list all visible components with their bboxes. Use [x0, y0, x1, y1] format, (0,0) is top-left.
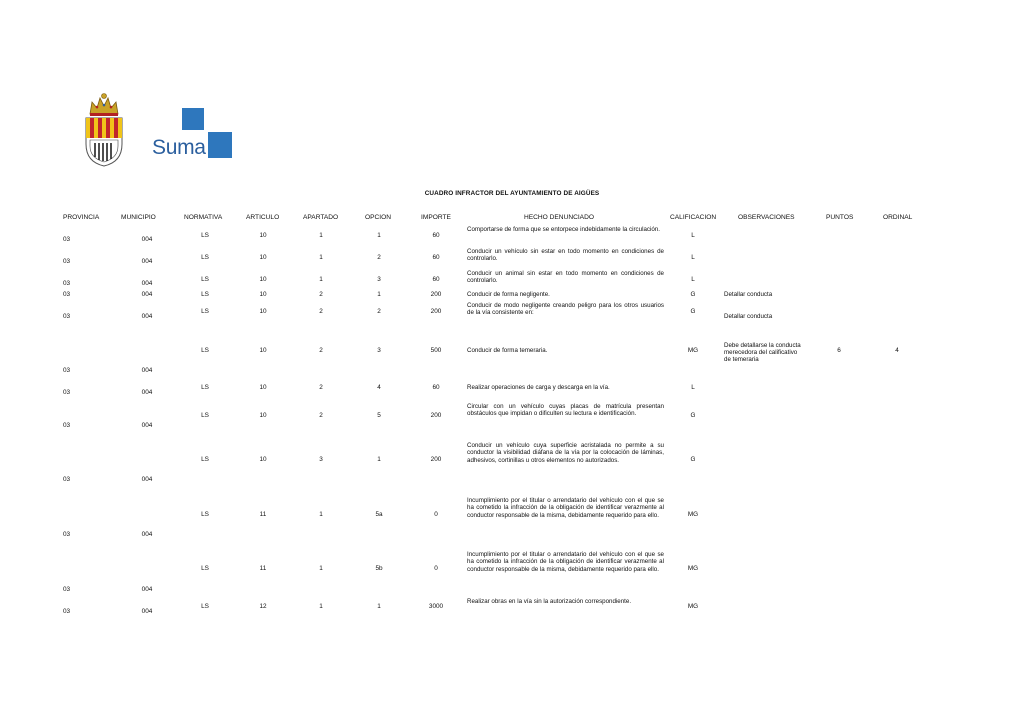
cell-hecho: Incumplimiento por el titular o arrendatario del vehículo con el que se ha cometido la infracción de la obligación de identificar verazmente al conductor responsable de la misma, debidamente requerido para ello.: [467, 551, 664, 573]
cell-importe: 0: [434, 565, 438, 572]
cell-opcion: 5b: [375, 565, 383, 572]
cell-provincia: 03: [63, 476, 71, 483]
cell-importe: 0: [434, 511, 438, 518]
cell-opcion: 1: [377, 232, 381, 239]
cell-municipio: 004: [141, 531, 153, 538]
cell-articulo: 11: [259, 565, 267, 572]
cell-articulo: 12: [259, 603, 267, 610]
header-ordinal: ORDINAL: [883, 214, 913, 221]
cell-normativa: LS: [201, 232, 209, 239]
cell-hecho: Circular con un vehículo cuyas placas de matrícula presentan obstáculos que impidan o dificulten su lectura e identificación.: [467, 403, 664, 418]
header-importe: IMPORTE: [421, 214, 451, 221]
header-hecho: HECHO DENUNCIADO: [524, 214, 594, 221]
cell-municipio: 004: [141, 389, 153, 396]
suma-logo-text: Suma: [152, 136, 206, 159]
header-calificacion: CALIFICACION: [670, 214, 717, 221]
cell-opcion: 5: [377, 412, 381, 419]
cell-normativa: LS: [201, 291, 209, 298]
cell-ordinal: 4: [895, 347, 899, 354]
cell-apartado: 2: [319, 308, 323, 315]
cell-opcion: 3: [377, 347, 381, 354]
cell-importe: 200: [430, 308, 442, 315]
cell-opcion: 1: [377, 291, 381, 298]
cell-calificacion: MG: [687, 565, 699, 572]
cell-articulo: 10: [259, 308, 267, 315]
cell-provincia: 03: [63, 291, 71, 298]
cell-calificacion: G: [690, 291, 696, 298]
cell-hecho: Conducir de modo negligente creando peligro para los otros usuarios de la vía consistente en:: [467, 302, 664, 317]
cell-normativa: LS: [201, 511, 209, 518]
cell-municipio: 004: [141, 313, 153, 320]
cell-municipio: 004: [141, 586, 153, 593]
cell-provincia: 03: [63, 586, 71, 593]
cell-municipio: 004: [141, 367, 153, 374]
cell-opcion: 5a: [375, 511, 383, 518]
cell-provincia: 03: [63, 258, 71, 265]
cell-apartado: 1: [319, 511, 323, 518]
cell-articulo: 10: [259, 412, 267, 419]
cell-articulo: 10: [259, 384, 267, 391]
cell-hecho: Realizar obras en la vía sin la autorización correspondiente.: [467, 598, 632, 605]
cell-calificacion: G: [690, 412, 696, 419]
cell-opcion: 2: [377, 254, 381, 261]
cell-calificacion: L: [691, 232, 695, 239]
cell-calificacion: L: [691, 276, 695, 283]
header-articulo: ARTICULO: [246, 214, 280, 221]
cell-observaciones: Debe detallarse la conducta merecedora del calificativo de temeraria: [724, 342, 801, 364]
cell-opcion: 4: [377, 384, 381, 391]
header-provincia: PROVINCIA: [63, 214, 100, 221]
header-municipio: MUNICIPIO: [121, 214, 156, 221]
header-observaciones: OBSERVACIONES: [738, 214, 795, 221]
cell-hecho: Conducir un vehículo sin estar en todo momento en condiciones de controlarlo.: [467, 248, 664, 263]
cell-hecho: Conducir de forma temeraria.: [467, 347, 548, 354]
cell-calificacion: MG: [687, 603, 699, 610]
cell-calificacion: MG: [687, 511, 699, 518]
cell-apartado: 1: [319, 254, 323, 261]
cell-normativa: LS: [201, 384, 209, 391]
cell-calificacion: L: [691, 384, 695, 391]
cell-articulo: 11: [259, 511, 267, 518]
cell-opcion: 3: [377, 276, 381, 283]
cell-municipio: 004: [141, 291, 153, 298]
cell-importe: 200: [430, 291, 442, 298]
cell-provincia: 03: [63, 367, 71, 374]
cell-municipio: 004: [141, 476, 153, 483]
cell-importe: 200: [430, 412, 442, 419]
cell-hecho: Comportarse de forma que se entorpece indebidamente la circulación.: [467, 226, 660, 233]
cell-normativa: LS: [201, 565, 209, 572]
page-title: CUADRO INFRACTOR DEL AYUNTAMIENTO DE AIGÜES: [424, 190, 600, 197]
cell-normativa: LS: [201, 456, 209, 463]
cell-importe: 3000: [428, 603, 444, 610]
cell-hecho: Realizar operaciones de carga y descarga en la vía.: [467, 384, 610, 391]
cell-provincia: 03: [63, 608, 71, 615]
cell-municipio: 004: [141, 422, 153, 429]
cell-calificacion: G: [690, 456, 696, 463]
cell-apartado: 1: [319, 276, 323, 283]
cell-normativa: LS: [201, 347, 209, 354]
cell-apartado: 1: [319, 603, 323, 610]
cell-articulo: 10: [259, 347, 267, 354]
cell-provincia: 03: [63, 422, 71, 429]
cell-articulo: 10: [259, 232, 267, 239]
cell-municipio: 004: [141, 280, 153, 287]
cell-provincia: 03: [63, 313, 71, 320]
cell-articulo: 10: [259, 456, 267, 463]
cell-opcion: 2: [377, 308, 381, 315]
cell-puntos: 6: [837, 347, 841, 354]
header-opcion: OPCION: [365, 214, 392, 221]
cell-importe: 200: [430, 456, 442, 463]
cell-observaciones: Detallar conducta: [724, 313, 773, 320]
cell-provincia: 03: [63, 236, 71, 243]
cell-apartado: 3: [319, 456, 323, 463]
header-normativa: NORMATIVA: [184, 214, 223, 221]
header-puntos: PUNTOS: [826, 214, 854, 221]
coat-of-arms-icon: [82, 88, 126, 168]
cell-municipio: 004: [141, 236, 153, 243]
cell-hecho: Incumplimiento por el titular o arrendatario del vehículo con el que se ha cometido la infracción de la obligación de identificar verazmente al conductor responsable de la misma, debidamente requerido para ello.: [467, 497, 664, 519]
cell-importe: 60: [432, 232, 440, 239]
header-apartado: APARTADO: [303, 214, 339, 221]
cell-apartado: 2: [319, 347, 323, 354]
cell-observaciones: Detallar conducta: [724, 291, 773, 298]
cell-apartado: 2: [319, 384, 323, 391]
cell-municipio: 004: [141, 608, 153, 615]
cell-normativa: LS: [201, 603, 209, 610]
cell-articulo: 10: [259, 291, 267, 298]
cell-hecho: Conducir un animal sin estar en todo momento en condiciones de controlarlo.: [467, 270, 664, 285]
cell-calificacion: MG: [687, 347, 699, 354]
cell-apartado: 2: [319, 412, 323, 419]
cell-articulo: 10: [259, 276, 267, 283]
cell-calificacion: L: [691, 254, 695, 261]
cell-opcion: 1: [377, 603, 381, 610]
cell-normativa: LS: [201, 412, 209, 419]
cell-hecho: Conducir de forma negligente.: [467, 291, 550, 298]
cell-normativa: LS: [201, 254, 209, 261]
cell-provincia: 03: [63, 280, 71, 287]
cell-articulo: 10: [259, 254, 267, 261]
cell-hecho: Conducir un vehículo cuya superficie acristalada no permite a su conductor la visibilidad diáfana de la vía por la colocación de láminas, adhesivos, cortinillas u otros elementos no autorizados.: [467, 442, 664, 464]
cell-apartado: 1: [319, 232, 323, 239]
cell-importe: 60: [432, 254, 440, 261]
cell-apartado: 2: [319, 291, 323, 298]
cell-calificacion: G: [690, 308, 696, 315]
cell-importe: 500: [430, 347, 442, 354]
cell-normativa: LS: [201, 308, 209, 315]
cell-apartado: 1: [319, 565, 323, 572]
cell-opcion: 1: [377, 456, 381, 463]
cell-importe: 60: [432, 276, 440, 283]
cell-municipio: 004: [141, 258, 153, 265]
cell-provincia: 03: [63, 389, 71, 396]
cell-importe: 60: [432, 384, 440, 391]
cell-provincia: 03: [63, 531, 71, 538]
cell-normativa: LS: [201, 276, 209, 283]
